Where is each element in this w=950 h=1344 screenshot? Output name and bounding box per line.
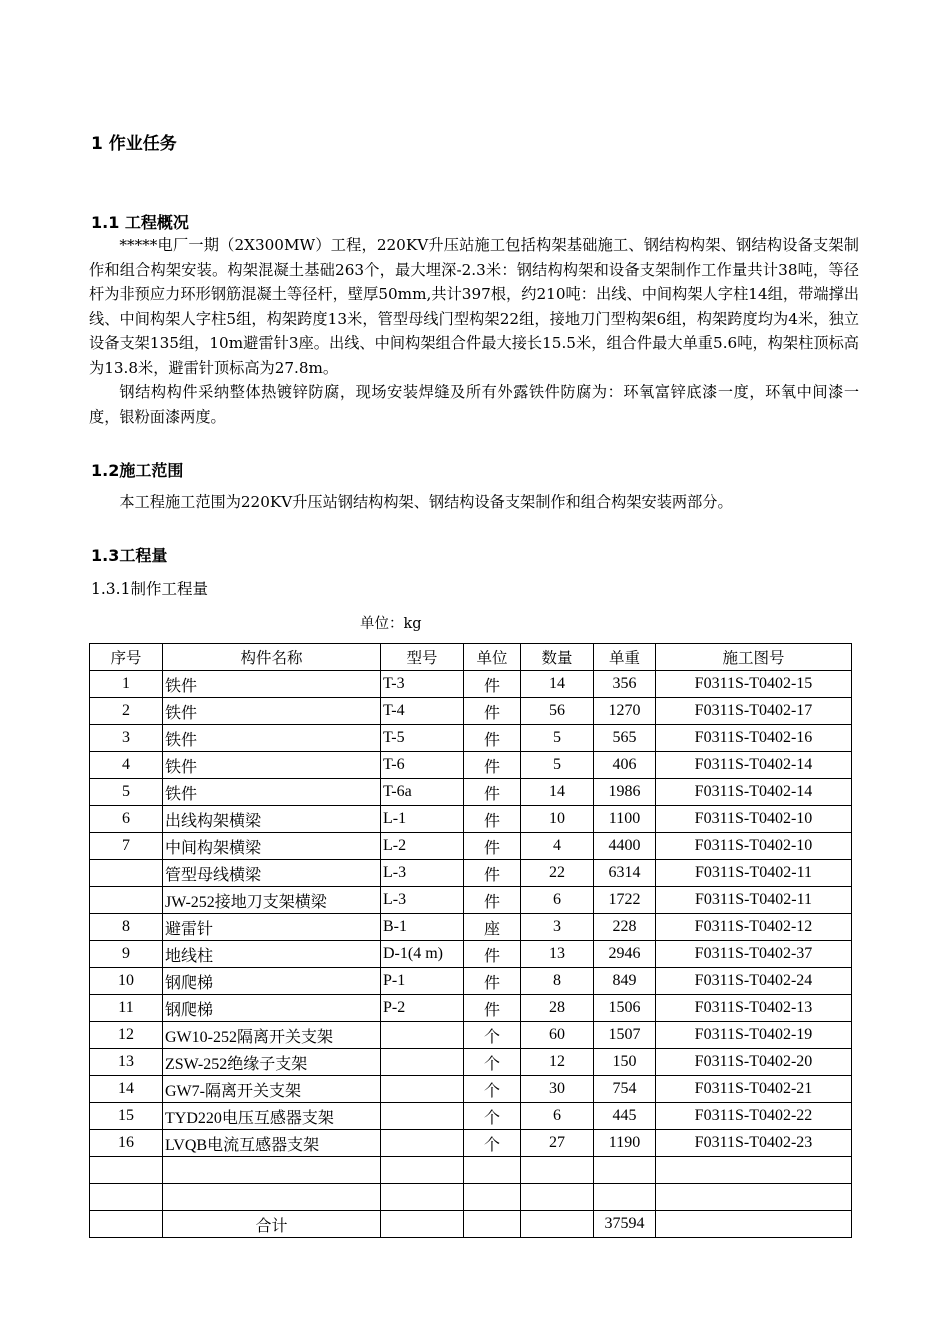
cell-drawing-no: F0311S-T0402-14	[656, 779, 852, 806]
table-header-row	[90, 644, 852, 671]
cell-unit: 件	[464, 941, 521, 968]
cell-drawing-no: F0311S-T0402-10	[656, 806, 852, 833]
cell-index: 16	[90, 1130, 163, 1157]
cell-drawing-no: F0311S-T0402-19	[656, 1022, 852, 1049]
table-row	[90, 941, 852, 968]
cell-quantity: 6	[521, 887, 594, 914]
cell-model	[381, 1157, 464, 1184]
table-row	[90, 725, 852, 752]
cell-unit-weight: 1986	[594, 779, 656, 806]
cell-quantity: 12	[521, 1049, 594, 1076]
cell-drawing-no: F0311S-T0402-22	[656, 1103, 852, 1130]
cell-unit: 件	[464, 806, 521, 833]
cell-model: P-1	[381, 968, 464, 995]
cell-index	[90, 887, 163, 914]
header-quantity: 数量	[521, 644, 594, 671]
section-1-title: 1 作业任务	[91, 134, 177, 154]
cell-drawing-no: F0311S-T0402-12	[656, 914, 852, 941]
table-row	[90, 914, 852, 941]
cell-unit: 个	[464, 1049, 521, 1076]
cell-unit-weight: 1507	[594, 1022, 656, 1049]
cell-unit-weight: 406	[594, 752, 656, 779]
cell-unit-weight: 2946	[594, 941, 656, 968]
table-total-row	[90, 1211, 852, 1238]
cell-name: 铁件	[163, 752, 381, 779]
header-name: 构件名称	[163, 644, 381, 671]
table-row	[90, 968, 852, 995]
cell-quantity: 56	[521, 698, 594, 725]
cell-unit-weight	[594, 1157, 656, 1184]
cell-unit-weight: 6314	[594, 860, 656, 887]
cell-index: 4	[90, 752, 163, 779]
table-row	[90, 1130, 852, 1157]
table-row	[90, 1184, 852, 1211]
cell-model: L-2	[381, 833, 464, 860]
cell-quantity: 6	[521, 1103, 594, 1130]
cell-drawing-no: F0311S-T0402-15	[656, 671, 852, 698]
cell-index: 12	[90, 1022, 163, 1049]
cell-index: 6	[90, 806, 163, 833]
cell-drawing-no: F0311S-T0402-10	[656, 833, 852, 860]
cell-drawing-no: F0311S-T0402-11	[656, 860, 852, 887]
cell-index: 13	[90, 1049, 163, 1076]
table-row	[90, 833, 852, 860]
cell-model	[381, 1022, 464, 1049]
cell-model	[381, 1103, 464, 1130]
section-1-2-title: 1.2施工范围	[91, 461, 184, 480]
table-row	[90, 1049, 852, 1076]
unit-label: 单位：kg	[360, 616, 422, 632]
cell-quantity: 8	[521, 968, 594, 995]
cell-index	[90, 860, 163, 887]
header-model: 型号	[381, 644, 464, 671]
table-row	[90, 752, 852, 779]
cell-unit: 个	[464, 1130, 521, 1157]
cell-name: 中间构架横梁	[163, 833, 381, 860]
cell-unit-weight: 1100	[594, 806, 656, 833]
cell-name: 铁件	[163, 725, 381, 752]
cell-model: T-6a	[381, 779, 464, 806]
cell-drawing-no: F0311S-T0402-11	[656, 887, 852, 914]
cell-name: 铁件	[163, 671, 381, 698]
cell-unit-weight: 228	[594, 914, 656, 941]
cell-unit	[464, 1184, 521, 1211]
table-body	[90, 671, 852, 1211]
cell-unit-weight: 565	[594, 725, 656, 752]
total-empty-cell	[90, 1211, 163, 1238]
cell-drawing-no	[656, 1157, 852, 1184]
cell-name: 避雷针	[163, 914, 381, 941]
total-empty-cell	[464, 1211, 521, 1238]
cell-name: 铁件	[163, 698, 381, 725]
cell-name: JW-252接地刀支架横梁	[163, 887, 381, 914]
cell-name: GW7-隔离开关支架	[163, 1076, 381, 1103]
cell-unit-weight: 1270	[594, 698, 656, 725]
cell-name: LVQB电流互感器支架	[163, 1130, 381, 1157]
cell-quantity: 14	[521, 671, 594, 698]
table-row	[90, 698, 852, 725]
cell-name: GW10-252隔离开关支架	[163, 1022, 381, 1049]
cell-quantity: 30	[521, 1076, 594, 1103]
table-row	[90, 860, 852, 887]
cell-index: 2	[90, 698, 163, 725]
cell-drawing-no: F0311S-T0402-20	[656, 1049, 852, 1076]
cell-unit: 件	[464, 779, 521, 806]
cell-index: 8	[90, 914, 163, 941]
cell-quantity: 28	[521, 995, 594, 1022]
cell-drawing-no: F0311S-T0402-16	[656, 725, 852, 752]
table-row	[90, 779, 852, 806]
section-1-3-title: 1.3工程量	[91, 546, 168, 565]
cell-name: TYD220电压互感器支架	[163, 1103, 381, 1130]
cell-unit	[464, 1157, 521, 1184]
section-1-1-title: 1.1 工程概况	[91, 213, 189, 232]
cell-index: 5	[90, 779, 163, 806]
cell-model: L-1	[381, 806, 464, 833]
cell-quantity: 10	[521, 806, 594, 833]
cell-quantity: 22	[521, 860, 594, 887]
cell-unit-weight: 1190	[594, 1130, 656, 1157]
cell-quantity: 3	[521, 914, 594, 941]
cell-quantity	[521, 1157, 594, 1184]
cell-index: 15	[90, 1103, 163, 1130]
cell-unit: 件	[464, 968, 521, 995]
cell-model: L-3	[381, 860, 464, 887]
cell-index: 7	[90, 833, 163, 860]
cell-unit: 件	[464, 860, 521, 887]
cell-model	[381, 1130, 464, 1157]
cell-unit: 个	[464, 1103, 521, 1130]
cell-unit-weight: 445	[594, 1103, 656, 1130]
table-row	[90, 1103, 852, 1130]
header-unit: 单位	[464, 644, 521, 671]
cell-index: 11	[90, 995, 163, 1022]
cell-model	[381, 1076, 464, 1103]
quantity-table	[89, 643, 852, 1238]
cell-quantity	[521, 1184, 594, 1211]
cell-quantity: 13	[521, 941, 594, 968]
cell-model: D-1(4 m)	[381, 941, 464, 968]
cell-unit-weight: 849	[594, 968, 656, 995]
cell-name: 钢爬梯	[163, 968, 381, 995]
total-empty-cell	[381, 1211, 464, 1238]
cell-unit: 座	[464, 914, 521, 941]
cell-unit-weight: 1506	[594, 995, 656, 1022]
total-value: 37594	[594, 1211, 656, 1238]
cell-name: 铁件	[163, 779, 381, 806]
cell-unit: 件	[464, 752, 521, 779]
total-empty-cell	[521, 1211, 594, 1238]
overview-paragraph-2: 钢结构构件采纳整体热镀锌防腐，现场安装焊缝及所有外露铁件防腐为：环氧富锌底漆一度，环氧中间漆一度，银粉面漆两度。	[89, 383, 859, 426]
cell-quantity: 5	[521, 752, 594, 779]
cell-unit: 件	[464, 698, 521, 725]
cell-drawing-no: F0311S-T0402-24	[656, 968, 852, 995]
cell-drawing-no: F0311S-T0402-21	[656, 1076, 852, 1103]
cell-quantity: 4	[521, 833, 594, 860]
cell-quantity: 60	[521, 1022, 594, 1049]
cell-unit: 件	[464, 671, 521, 698]
cell-name: 出线构架横梁	[163, 806, 381, 833]
cell-drawing-no: F0311S-T0402-23	[656, 1130, 852, 1157]
cell-index	[90, 1157, 163, 1184]
table-row	[90, 995, 852, 1022]
table-row	[90, 806, 852, 833]
cell-unit-weight	[594, 1184, 656, 1211]
cell-unit: 件	[464, 887, 521, 914]
header-drawing-no: 施工图号	[656, 644, 852, 671]
cell-model	[381, 1049, 464, 1076]
cell-model: T-5	[381, 725, 464, 752]
cell-unit-weight: 150	[594, 1049, 656, 1076]
cell-unit-weight: 754	[594, 1076, 656, 1103]
cell-unit: 个	[464, 1022, 521, 1049]
cell-index	[90, 1184, 163, 1211]
cell-unit: 个	[464, 1076, 521, 1103]
header-unit-weight: 单重	[594, 644, 656, 671]
cell-quantity: 5	[521, 725, 594, 752]
total-label: 合计	[163, 1211, 381, 1238]
scope-paragraph: 本工程施工范围为220KV升压站钢结构构架、钢结构设备支架制作和组合构架安装两部分。	[119, 493, 733, 511]
cell-unit: 件	[464, 995, 521, 1022]
cell-quantity: 27	[521, 1130, 594, 1157]
cell-drawing-no	[656, 1184, 852, 1211]
cell-name	[163, 1184, 381, 1211]
table-row	[90, 1157, 852, 1184]
cell-index: 1	[90, 671, 163, 698]
section-1-1-body	[89, 233, 859, 429]
cell-name: ZSW-252绝缘子支架	[163, 1049, 381, 1076]
cell-name: 钢爬梯	[163, 995, 381, 1022]
cell-model: T-3	[381, 671, 464, 698]
cell-model: P-2	[381, 995, 464, 1022]
total-empty-cell	[656, 1211, 852, 1238]
cell-quantity: 14	[521, 779, 594, 806]
cell-name: 地线柱	[163, 941, 381, 968]
table-row	[90, 887, 852, 914]
section-1-2-body	[89, 490, 859, 515]
cell-unit-weight: 356	[594, 671, 656, 698]
table-row	[90, 1076, 852, 1103]
cell-index: 9	[90, 941, 163, 968]
cell-drawing-no: F0311S-T0402-37	[656, 941, 852, 968]
cell-model	[381, 1184, 464, 1211]
cell-index: 14	[90, 1076, 163, 1103]
header-index: 序号	[90, 644, 163, 671]
cell-name	[163, 1157, 381, 1184]
table-row	[90, 671, 852, 698]
cell-drawing-no: F0311S-T0402-13	[656, 995, 852, 1022]
cell-model: L-3	[381, 887, 464, 914]
section-1-3-1-title: 1.3.1制作工程量	[91, 580, 208, 598]
cell-index: 3	[90, 725, 163, 752]
cell-unit: 件	[464, 725, 521, 752]
cell-unit: 件	[464, 833, 521, 860]
overview-paragraph-1: *****电厂一期（2X300MW）工程，220KV升压站施工包括构架基础施工、钢结构构架、钢结构设备支架制作和组合构架安装。构架混凝土基础263个，最大埋深-2.3米：钢结构构架和设备支架制作工作量共计38吨，等径杆为非预应力环形钢筋混凝土等径杆，壁厚50mm,共计397根，约210吨：出线、中间构架人字柱14组，带端撑出线、中间构架人字柱5组，构架跨度13米，管型母线门型构架22组，接地刀门型构架6组，构架跨度均为4米，独立设备支架135组，10m避雷针3座。出线、中间构架组合件最大接长15.5米，组合件最大单重5.6吨，构架柱顶标高为13.8米，避雷针顶标高为27.8m。	[89, 236, 859, 377]
cell-model: T-4	[381, 698, 464, 725]
cell-index: 10	[90, 968, 163, 995]
cell-name: 管型母线横梁	[163, 860, 381, 887]
cell-model: B-1	[381, 914, 464, 941]
cell-model: T-6	[381, 752, 464, 779]
cell-drawing-no: F0311S-T0402-14	[656, 752, 852, 779]
cell-unit-weight: 1722	[594, 887, 656, 914]
cell-drawing-no: F0311S-T0402-17	[656, 698, 852, 725]
cell-unit-weight: 4400	[594, 833, 656, 860]
table-row	[90, 1022, 852, 1049]
